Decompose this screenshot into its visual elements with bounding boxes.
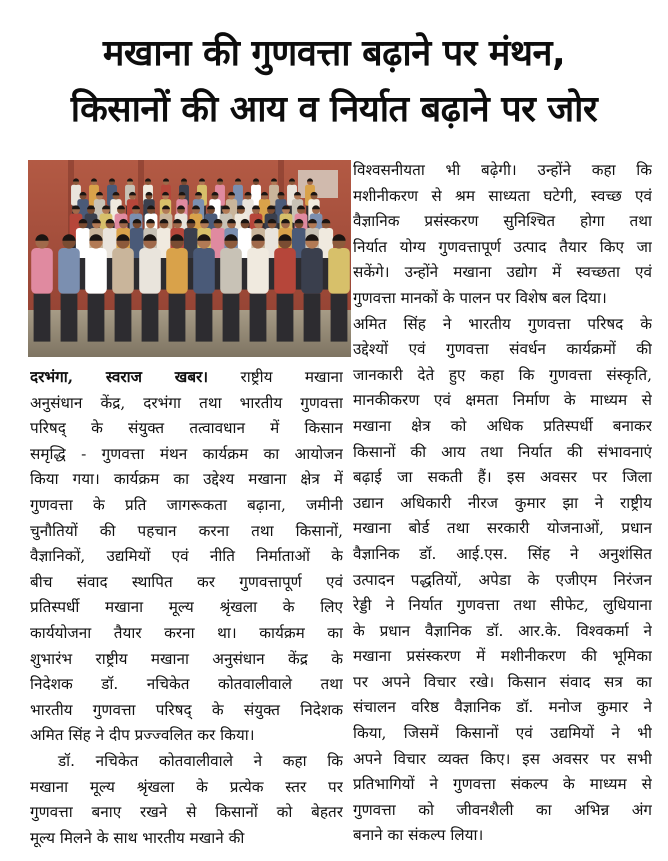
right-column-line: अमित सिंह ने भारतीय गुणवत्ता परिषद के [353, 314, 652, 333]
person-body [301, 248, 323, 294]
person-legs [304, 294, 321, 342]
right-column-line: रेड्डी ने निर्यात गुणवत्ता तथा सीफेट, लुधियाना [353, 596, 652, 615]
person-body [31, 248, 53, 294]
right-column-line: किसानों की आय तथा निर्यात की संभावनाएं [353, 442, 652, 461]
right-column-line: संचालन वरिष्ठ वैज्ञानिक डॉ. मनोज कुमार ने [353, 698, 652, 717]
right-column-line: अपने विचार व्यक्त किए। इस अवसर पर सभी [353, 749, 652, 768]
left-column-line: परिषद् के संयुक्त तत्वावधान में किसान [30, 419, 343, 438]
person-body [193, 248, 215, 294]
right-column-line: विश्वसनीयता भी बढ़ेगी। उन्होंने कहा कि [353, 161, 652, 179]
right-column-line: गुणवत्ता को जीवनशैली का अभिन्न अंग [353, 800, 652, 819]
person-legs [169, 294, 186, 342]
headline-line-2: किसानों की आय व निर्यात बढ़ाने पर जोर [70, 89, 598, 130]
left-column-line: गुणवत्ता के प्रति जागरूकता बढ़ाना, जमीनी [30, 495, 343, 514]
person-body [85, 248, 107, 294]
right-column-line: जानकारी देते हुए कहा कि गुणवत्ता संस्कृति, [353, 365, 652, 384]
left-column-line: मूल्य मिलने के साथ भारतीय मखाने की [30, 828, 245, 847]
person-body [58, 248, 80, 294]
left-column-line [30, 365, 343, 391]
article-left-column [30, 365, 343, 851]
left-column-line: प्रतिस्पर्धी मखाना मूल्य श्रृंखला के लिए [30, 598, 343, 617]
left-column-line: मखाना मूल्य श्रृंखला के प्रत्येक स्तर पर [30, 777, 343, 796]
right-column-line: वैज्ञानिक डॉ. आई.एस. सिंह ने अनुशंसित [353, 544, 652, 563]
left-column-line: चुनौतियों की पहचान करना तथा किसानों, [30, 521, 343, 540]
right-column-line: सकेंगे। उन्होंने मखाना उद्योग में स्वच्छता एवं [353, 263, 652, 282]
headline-line-1: मखाना की गुणवत्ता बढ़ाने पर मंथन, [102, 33, 566, 74]
left-column-line: समृद्धि - गुणवत्ता मंथन कार्यक्रम का आयोजन [30, 444, 343, 463]
person-legs [61, 294, 78, 342]
left-column-line: बीच संवाद स्थापित कर गुणवत्तापूर्ण एवं [30, 572, 343, 591]
left-column-line: डॉ. नचिकेत कोतवालीवाले ने कहा कि [58, 751, 343, 770]
right-column-line: निर्यात योग्य गुणवत्तापूर्ण उत्पाद तैयार किए जा [353, 237, 652, 256]
right-column-line: प्रतिभागियों ने गुणवत्ता संकल्प के माध्यम से [353, 775, 652, 794]
person-body [166, 248, 188, 294]
person-legs [196, 294, 213, 342]
left-column-line: भारतीय गुणवत्ता परिषद् के संयुक्त निदेशक [30, 700, 343, 719]
right-column-line: बनाने का संकल्प लिया। [353, 826, 484, 845]
left-column-line: अमित सिंह ने दीप प्रज्ज्वलित कर किया। [30, 726, 255, 745]
person-legs [331, 294, 348, 342]
right-column-line: किया, जिसमें किसानों एवं उद्यमियों ने भी [353, 724, 652, 743]
left-column-line: निदेशक डॉ. नचिकेत कोतवालीवाले तथा [30, 675, 343, 694]
group-photo-illustration [28, 160, 351, 357]
right-column-line: वैज्ञानिक प्रसंस्करण सुनिश्चित होगा तथा [353, 212, 652, 231]
left-column-line: किया गया। कार्यक्रम का उद्देश्य मखाना क्षेत्र में [30, 470, 343, 489]
person-body [328, 248, 350, 294]
person-legs [223, 294, 240, 342]
person-body [112, 248, 134, 294]
person-legs [250, 294, 267, 342]
right-column-line: मखाना बोर्ड तथा सरकारी योजनाओं, प्रधान [353, 519, 652, 538]
person-legs [142, 294, 159, 342]
person-legs [277, 294, 294, 342]
person-legs [34, 294, 51, 342]
person-body [220, 248, 242, 294]
person-body [247, 248, 269, 294]
left-column-line: वैज्ञानिकों, उद्यमियों एवं नीति निर्माताओं के [30, 547, 343, 566]
person-body [274, 248, 296, 294]
dateline: दरभंगा, स्वराज खबर। [30, 368, 209, 386]
right-column-line: गुणवत्ता मानकों के पालन पर विशेष बल दिया। [353, 288, 607, 307]
right-column-line: उत्पादन पद्धतियों, अपेडा के एजीएम निरंजन [353, 570, 652, 589]
article-right-column [353, 158, 652, 849]
person-legs [88, 294, 105, 342]
right-column-line: उद्यान अधिकारी नीरज कुमार झा ने राष्ट्रीय [353, 493, 652, 512]
person-body [139, 248, 161, 294]
left-column-line: शुभारंभ राष्ट्रीय मखाना अनुसंधान केंद्र के [30, 649, 343, 668]
left-column-line: अनुसंधान केंद्र, दरभंगा तथा भारतीय गुणवत्ता [30, 393, 343, 412]
left-column-line-text: राष्ट्रीय मखाना [208, 368, 343, 386]
right-column-line: के प्रधान वैज्ञानिक डॉ. आर.के. विश्वकर्मा ने [353, 621, 652, 640]
person-legs [115, 294, 132, 342]
right-column-line: मशीनीकरण से श्रम साध्यता घटेगी, स्वच्छ एवं [353, 186, 652, 205]
right-column-line: पर अपने विचार रखे। किसान संवाद सत्र का [353, 672, 652, 691]
right-column-line: मानकीकरण एवं क्षमता निर्माण के माध्यम से [353, 391, 652, 410]
right-column-line: बढ़ाई जा सकती हैं। इस अवसर पर जिला [353, 468, 652, 487]
group-photo [28, 160, 351, 357]
right-column-line: मखाना क्षेत्र को अधिक प्रतिस्पर्धी बनाकर [353, 416, 652, 435]
left-column-line: गुणवत्ता बनाए रखने से किसानों को बेहतर [30, 803, 343, 822]
right-column-line: मखाना प्रसंस्करण में मशीनीकरण की भूमिका [353, 647, 652, 666]
right-column-line: उद्देश्यों एवं गुणवत्ता संवर्धन कार्यक्रमों की [353, 340, 652, 359]
left-column-line: कार्ययोजना तैयार करना था। कार्यक्रम का [30, 623, 343, 642]
